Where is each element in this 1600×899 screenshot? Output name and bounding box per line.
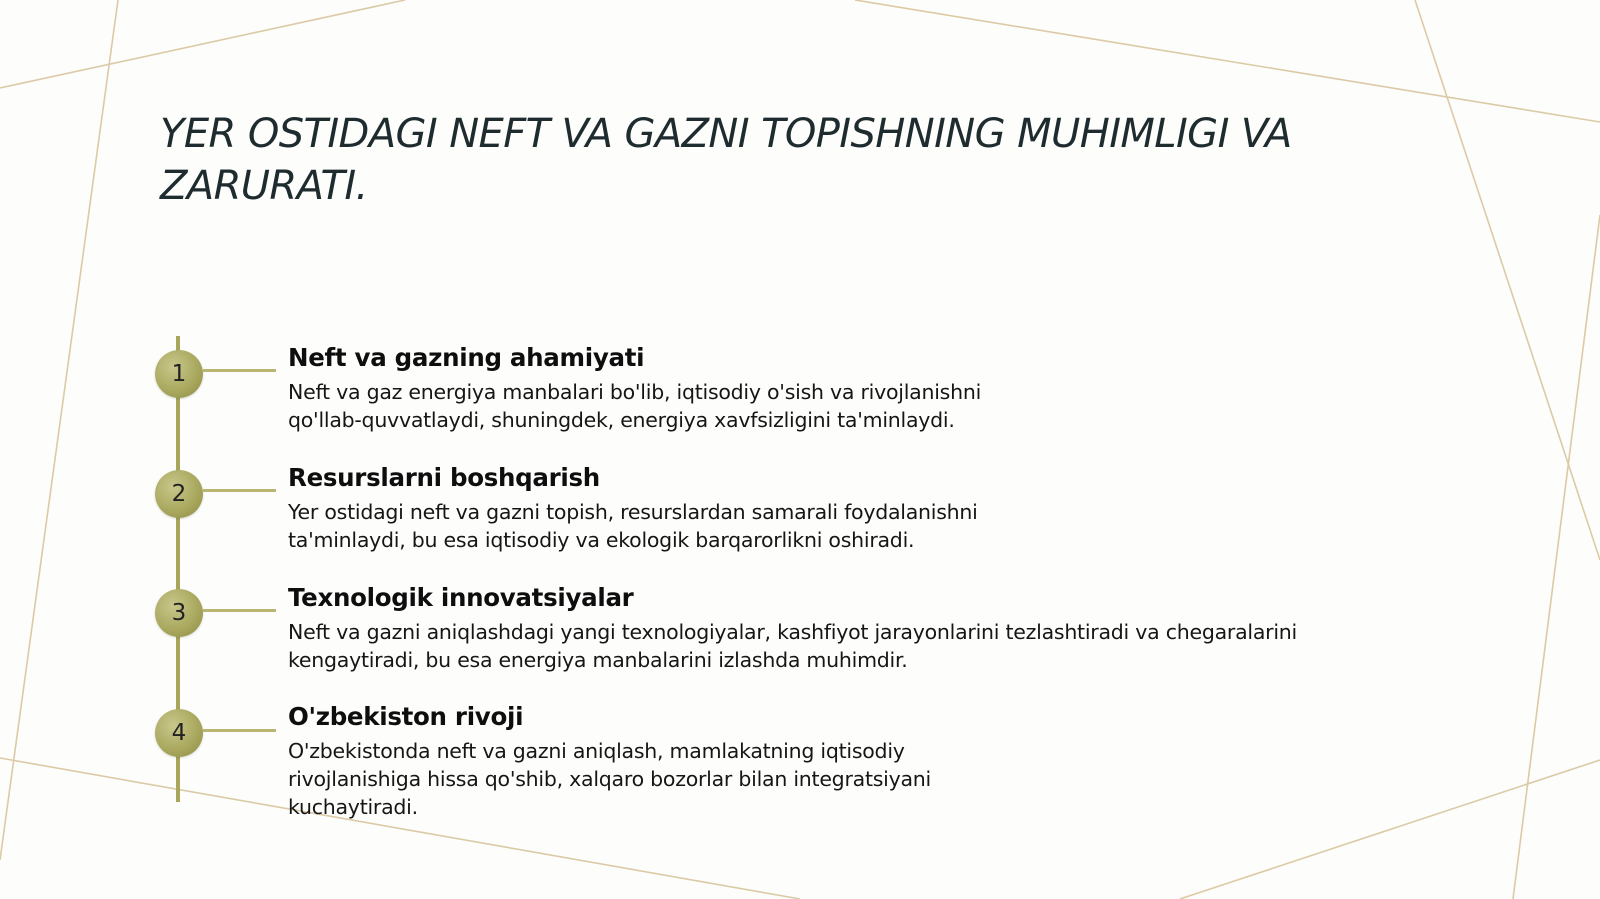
step-number-badge: 2 (155, 470, 203, 518)
step-connector (203, 369, 276, 372)
step-number-badge: 1 (155, 350, 203, 398)
step-number-badge: 4 (155, 709, 203, 757)
slide-title: YER OSTIDAGI NEFT VA GAZNI TOPISHNING MUHIMLIGI VA ZARURATI. (160, 111, 1292, 209)
step-description: Neft va gazni aniqlashdagi yangi texnologiyalar, kashfiyot jarayonlarini tezlashtiradi va chegaralarini kengaytiradi, bu esa energiya manbalarini izlashda muhimdir. (288, 620, 1297, 672)
step-description: O'zbekistonda neft va gazni aniqlash, mamlakatning iqtisodiy rivojlanishiga hissa qo'shib, xalqaro bozorlar bilan integratsiyani kuchaytiradi. (288, 739, 931, 819)
step-heading: Resurslarni boshqarish (288, 463, 600, 492)
step-description: Yer ostidagi neft va gazni topish, resurslardan samarali foydalanishni ta'minlaydi, bu esa iqtisodiy va ekologik barqarorlikni oshiradi. (288, 500, 978, 552)
step-connector (203, 609, 276, 612)
step-heading: Neft va gazning ahamiyati (288, 343, 645, 372)
step-number-badge: 3 (155, 589, 203, 637)
step-connector (203, 729, 276, 732)
step-heading: Texnologik innovatsiyalar (288, 583, 634, 612)
step-connector (203, 489, 276, 492)
step-description: Neft va gaz energiya manbalari bo'lib, iqtisodiy o'sish va rivojlanishni qo'llab-quvvatlaydi, shuningdek, energiya xavfsizligini ta'minlaydi. (288, 380, 982, 432)
step-heading: O'zbekiston rivoji (288, 702, 524, 731)
